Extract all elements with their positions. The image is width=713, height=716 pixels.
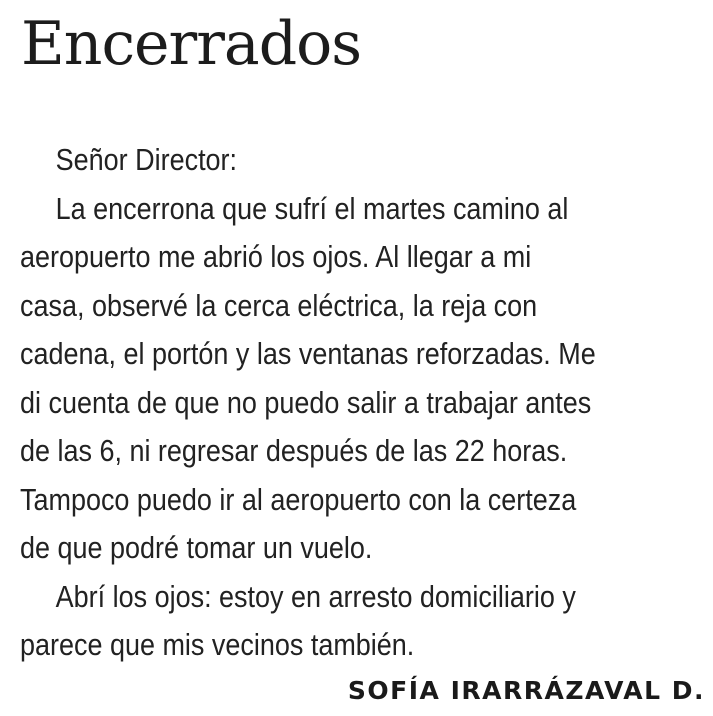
author-signature: SOFÍA IRARRÁZAVAL D. (347, 676, 705, 705)
body-line: cadena, el portón y las ventanas reforzadas. Me (20, 336, 596, 371)
letter-title: Encerrados (21, 9, 362, 79)
body-line: La encerrona que sufrí el martes camino al (55, 190, 569, 226)
salutation: Señor Director: (55, 142, 238, 177)
body-line: Tampoco puedo ir al aeropuerto con la certeza (20, 481, 577, 517)
body-line: de que podré tomar un vuelo. (20, 530, 373, 565)
letter-body (20, 136, 710, 670)
body-line: parece que mis vecinos también. (20, 627, 415, 662)
body-line: de las 6, ni regresar después de las 22 horas. (20, 433, 568, 468)
body-line: casa, observé la cerca eléctrica, la reja con (20, 287, 538, 323)
body-line: Abrí los ojos: estoy en arresto domiciliario y (55, 578, 576, 614)
body-line: di cuenta de que no puedo salir a trabajar antes (20, 384, 592, 420)
body-line: aeropuerto me abrió los ojos. Al llegar a mi (20, 239, 532, 274)
